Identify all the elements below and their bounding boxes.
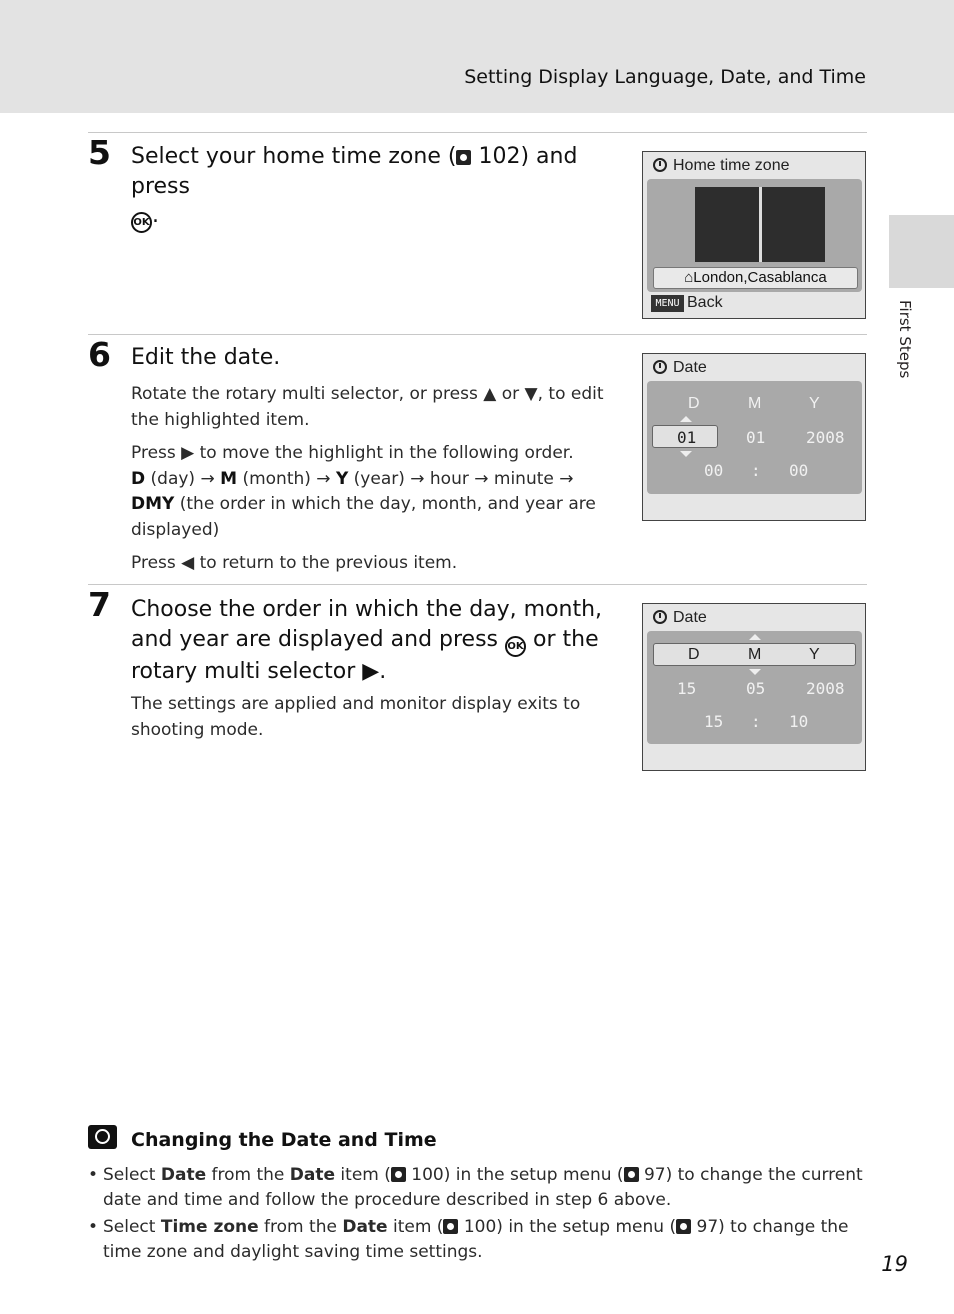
step-number: 6 xyxy=(88,335,111,374)
step-text-line: (year) → hour → minute → xyxy=(348,468,574,489)
page-ref: 97 xyxy=(643,1165,666,1185)
clock-icon xyxy=(653,158,667,172)
step-heading xyxy=(131,142,621,233)
city-name: London,Casablanca xyxy=(693,269,827,286)
emphasis: Y xyxy=(335,468,349,489)
emphasis: D xyxy=(131,468,146,489)
clock-icon xyxy=(653,610,667,624)
screen-title xyxy=(653,157,790,175)
time-colon: : xyxy=(751,461,761,480)
minute-value: 00 xyxy=(789,461,809,480)
emphasis: M xyxy=(220,468,238,489)
page-ref: 102 xyxy=(478,144,521,169)
home-icon: ⌂ xyxy=(684,269,694,286)
city-selector xyxy=(653,267,858,289)
day-header: D xyxy=(688,395,700,412)
step-heading-text: Select your home time zone ( xyxy=(131,144,457,169)
date-panel xyxy=(647,631,862,744)
text: item ( xyxy=(387,1217,444,1237)
step-text-line: Press ▶ to move the highlight in the following order. xyxy=(131,443,574,463)
note-bullet xyxy=(88,1163,863,1212)
step-heading-text: . xyxy=(152,203,159,228)
text: ) in the setup menu ( xyxy=(496,1217,677,1237)
step-text xyxy=(131,441,611,543)
screen-title-text: Home time zone xyxy=(673,157,790,174)
time-colon: : xyxy=(751,712,761,731)
day-value: 01 xyxy=(677,428,697,447)
menu-icon: MENU xyxy=(651,295,684,312)
running-header: Setting Display Language, Date, and Time xyxy=(464,66,866,88)
emphasis: Time zone xyxy=(160,1217,259,1237)
screen-title-text: Date xyxy=(673,609,707,626)
text: from the xyxy=(206,1165,290,1185)
step-number: 7 xyxy=(88,585,111,624)
step-text-line: (month) → xyxy=(237,468,336,489)
section-tab-label: First Steps xyxy=(896,300,914,379)
back-label: Back xyxy=(687,294,723,311)
emphasis: Date xyxy=(342,1217,388,1237)
reference-icon xyxy=(391,1167,406,1182)
step-heading-text: Choose the order in which the day, month, and year are displayed and press xyxy=(131,597,603,652)
step-text: Press ◀ to return to the previous item. xyxy=(131,553,458,573)
step-heading-text: or the rotary multi selector ▶. xyxy=(131,626,599,684)
screen-title-text: Date xyxy=(673,359,707,376)
note-bullet-text xyxy=(103,1215,863,1264)
text: ) in the setup menu ( xyxy=(443,1165,624,1185)
date-edit-screen xyxy=(642,353,866,521)
home-time-zone-screen xyxy=(642,151,866,319)
bullet-dot: • xyxy=(88,1165,99,1185)
hour-value: 00 xyxy=(704,461,724,480)
day-header: D xyxy=(688,646,700,663)
divider xyxy=(88,584,867,585)
step-text: The settings are applied and monitor display exits to shooting mode. xyxy=(131,694,581,740)
note-bullet-text xyxy=(103,1163,863,1212)
note-title: Changing the Date and Time xyxy=(131,1129,437,1151)
screen-title xyxy=(653,609,707,627)
day-value: 15 xyxy=(677,679,697,698)
down-arrow-icon xyxy=(680,451,692,457)
step-heading-text: ) and press xyxy=(131,144,578,199)
text: ) to change the time zone and daylight saving time settings. xyxy=(103,1217,849,1262)
page-ref: 97 xyxy=(696,1217,719,1237)
map-panel xyxy=(647,179,862,292)
hour-value: 15 xyxy=(704,712,724,731)
year-value: 2008 xyxy=(806,428,845,447)
reference-icon xyxy=(443,1219,458,1234)
emphasis: Date xyxy=(160,1165,207,1185)
text: from the xyxy=(258,1217,343,1237)
emphasis: DMY xyxy=(131,494,175,514)
ok-button-icon: OK xyxy=(505,636,526,657)
step-text: Rotate the rotary multi selector, or press ▲ or ▼, to edit the highlighted item. xyxy=(131,384,604,430)
text: Select xyxy=(103,1217,161,1237)
reference-icon xyxy=(676,1219,691,1234)
year-value: 2008 xyxy=(806,679,845,698)
note-icon xyxy=(88,1125,117,1149)
ok-button-icon: OK xyxy=(131,212,152,233)
year-header: Y xyxy=(809,646,820,663)
reference-icon xyxy=(456,150,471,165)
up-arrow-icon xyxy=(680,416,692,422)
clock-icon xyxy=(653,360,667,374)
step-text-line: (the order in which the day, month, and year are displayed) xyxy=(131,494,596,540)
month-value: 05 xyxy=(746,679,766,698)
world-map-image xyxy=(695,187,825,262)
date-panel xyxy=(647,381,862,494)
header-band xyxy=(0,0,954,113)
divider xyxy=(88,132,867,133)
month-header: M xyxy=(748,646,762,663)
step-heading xyxy=(131,595,616,686)
text: item ( xyxy=(335,1165,391,1185)
text: Select xyxy=(103,1165,161,1185)
note-bullet xyxy=(88,1215,863,1264)
month-value: 01 xyxy=(746,428,766,447)
screen-title xyxy=(653,359,707,377)
bullet-dot: • xyxy=(88,1217,99,1237)
divider xyxy=(88,334,867,335)
down-arrow-icon xyxy=(749,669,761,675)
page-number: 19 xyxy=(881,1252,908,1276)
step-text-line: (day) → xyxy=(145,468,221,489)
year-header: Y xyxy=(809,395,820,412)
time-zone-line xyxy=(759,187,762,262)
page-ref: 100 xyxy=(463,1217,497,1237)
minute-value: 10 xyxy=(789,712,809,731)
emphasis: Date xyxy=(289,1165,336,1185)
step-number: 5 xyxy=(88,133,111,172)
month-header: M xyxy=(748,395,762,412)
date-order-screen xyxy=(642,603,866,771)
up-arrow-icon xyxy=(749,634,761,640)
section-tab-label-wrap xyxy=(896,300,920,400)
text: ) to change the current date and time and follow the procedure described in step 6 above. xyxy=(103,1165,863,1210)
reference-icon xyxy=(624,1167,639,1182)
section-tab xyxy=(889,215,954,288)
step-heading: Edit the date. xyxy=(131,345,281,370)
page-ref: 100 xyxy=(411,1165,444,1185)
